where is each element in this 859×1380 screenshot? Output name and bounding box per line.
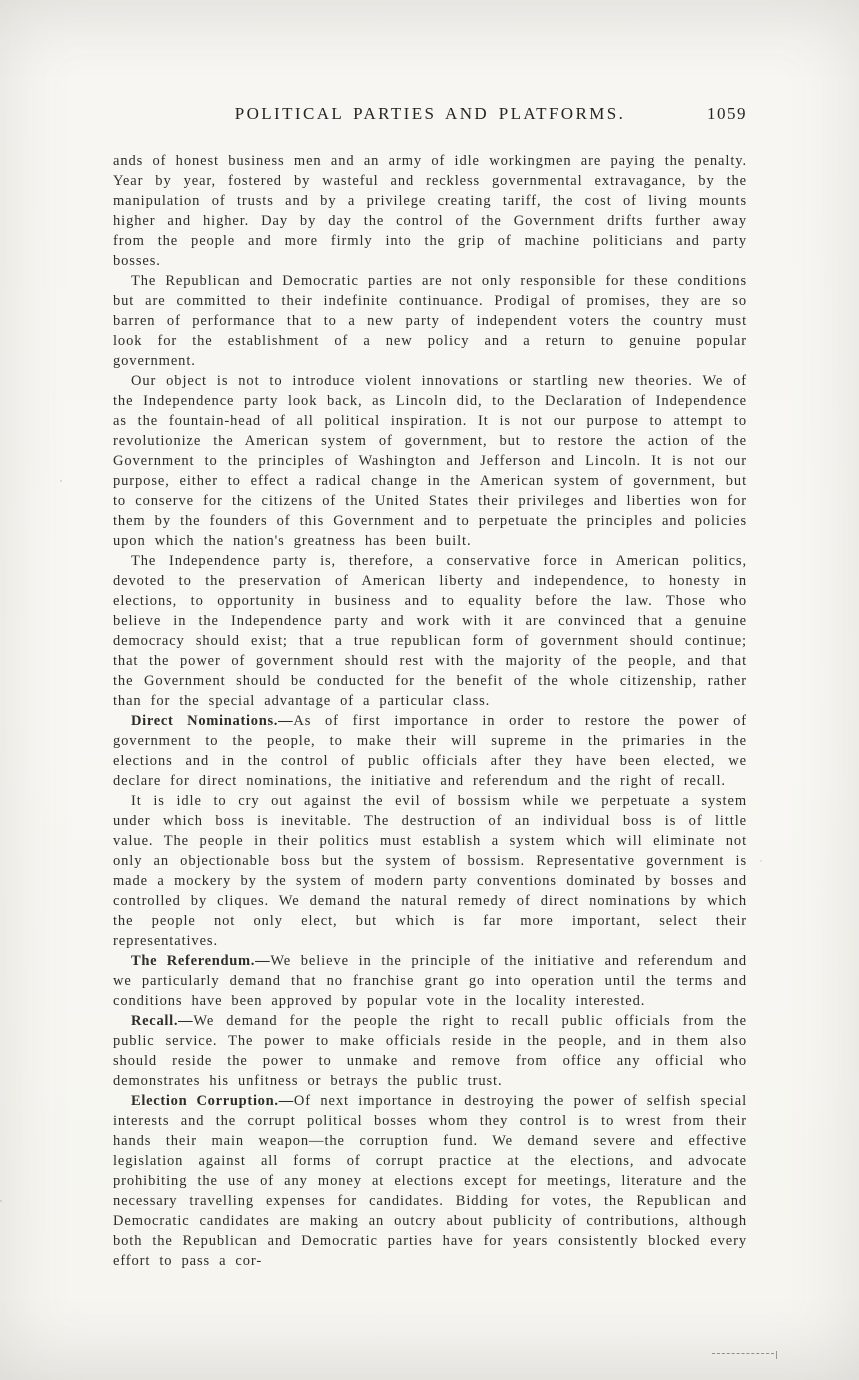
paragraph: The Independence party is, therefore, a conservative force in American politics, devoted to the preservation of American liberty and independence, to honesty in elections, to opportunity in business and to equality before the law. Those who believe in the Independence party and work with it are convinced that a genuine democracy should exist; that a true republican form of government should continue; that the power of government should rest with the majority of the people, and that the Government should be conducted for the benefit of the whole citizenship, rather than for the special advantage of a particular class. <box>113 553 747 709</box>
page-header <box>113 0 747 124</box>
page-number: 1059 <box>707 104 747 123</box>
page-body <box>113 151 747 1271</box>
scan-noise <box>700 300 702 302</box>
paragraph: It is idle to cry out against the evil of bossism while we perpetuate a system under which boss is inevitable. The destruction of an individual boss is of little value. The people in their politics must establish a system which will eliminate not only an objectionable boss but the system of bossism. Representative government is made a mockery by the system of modern party conventions dominated by bosses and controlled by cliques. We demand the natural remedy of direct nominations by which the people not only elect, but which is far more important, select their representatives. <box>113 793 747 949</box>
page-title: POLITICAL PARTIES AND PLATFORMS. <box>234 104 626 123</box>
paragraph-lead: Direct Nominations.— <box>131 713 294 729</box>
paragraph: Election Corruption.—Of next importance in destroying the power of selfish special interests and the corrupt political bosses whom they control is to wrest from their hands their main weapon—the corruption fund. We demand severe and effective legislation against all forms of corrupt practice at the elections, and advocate prohibiting the use of any money at elections except for meetings, literature and the necessary travelling expenses for candidates. Bidding for votes, the Republican and Democratic candidates are making an outcry about publicity of contributions, although both the Republican and Democratic parties have for years consistently blocked every effort to pass a cor- <box>113 1093 747 1269</box>
paragraph: The Republican and Democratic parties are not only responsible for these conditions but are committed to their indefinite continuance. Prodigal of promises, they are so barren of performance that to a new party of independent voters the country must look for the establishment of a new policy and a return to genuine popular government. <box>113 273 747 369</box>
paragraph: ands of honest business men and an army of idle workingmen are paying the penalty. Year by year, fostered by wasteful and reckless governmental extravagance, by the manipulation of trusts and by a privilege creating tariff, the cost of living mounts higher and higher. Day by day the control of the Government drifts further away from the people and more firmly into the grip of machine politicians and party bosses. <box>113 153 747 269</box>
paragraph: Direct Nominations.—As of first importance in order to restore the power of government to the people, to make their will supreme in the primaries in the elections and in the control of public officials after they have been elected, we declare for direct nominations, the initiative and referendum and the right of recall. <box>113 713 747 789</box>
paragraph-lead: Election Corruption.— <box>131 1093 294 1109</box>
paragraph: Our object is not to introduce violent innovations or startling new theories. We of the Independence party look back, as Lincoln did, to the Declaration of Independence as the fountain-head of all political inspiration. It is not our purpose to attempt to revolutionize the American system of government, but to restore the action of the Government to the principles of Washington and Jefferson and Lincoln. It is not our purpose, either to effect a radical change in the American system of government, but to conserve for the citizens of the United States their privileges and liberties won for them by the founders of this Government and to perpetuate the principles and policies upon which the nation's greatness has been built. <box>113 373 747 549</box>
paragraph: The Referendum.—We believe in the principle of the initiative and referendum and we particularly demand that no franchise grant go into operation until the terms and conditions have been approved by popular vote in the locality interested. <box>113 953 747 1009</box>
scan-artifact <box>712 1353 774 1357</box>
paragraph-lead: The Referendum.— <box>131 953 271 969</box>
paragraph-lead: Recall.— <box>131 1013 194 1029</box>
paragraph: Recall.—We demand for the people the right to recall public officials from the public service. The power to make officials reside in the people, and in them also should reside the power to unmake and remove from office any official who demonstrates his unfitness or betrays the public trust. <box>113 1013 747 1089</box>
